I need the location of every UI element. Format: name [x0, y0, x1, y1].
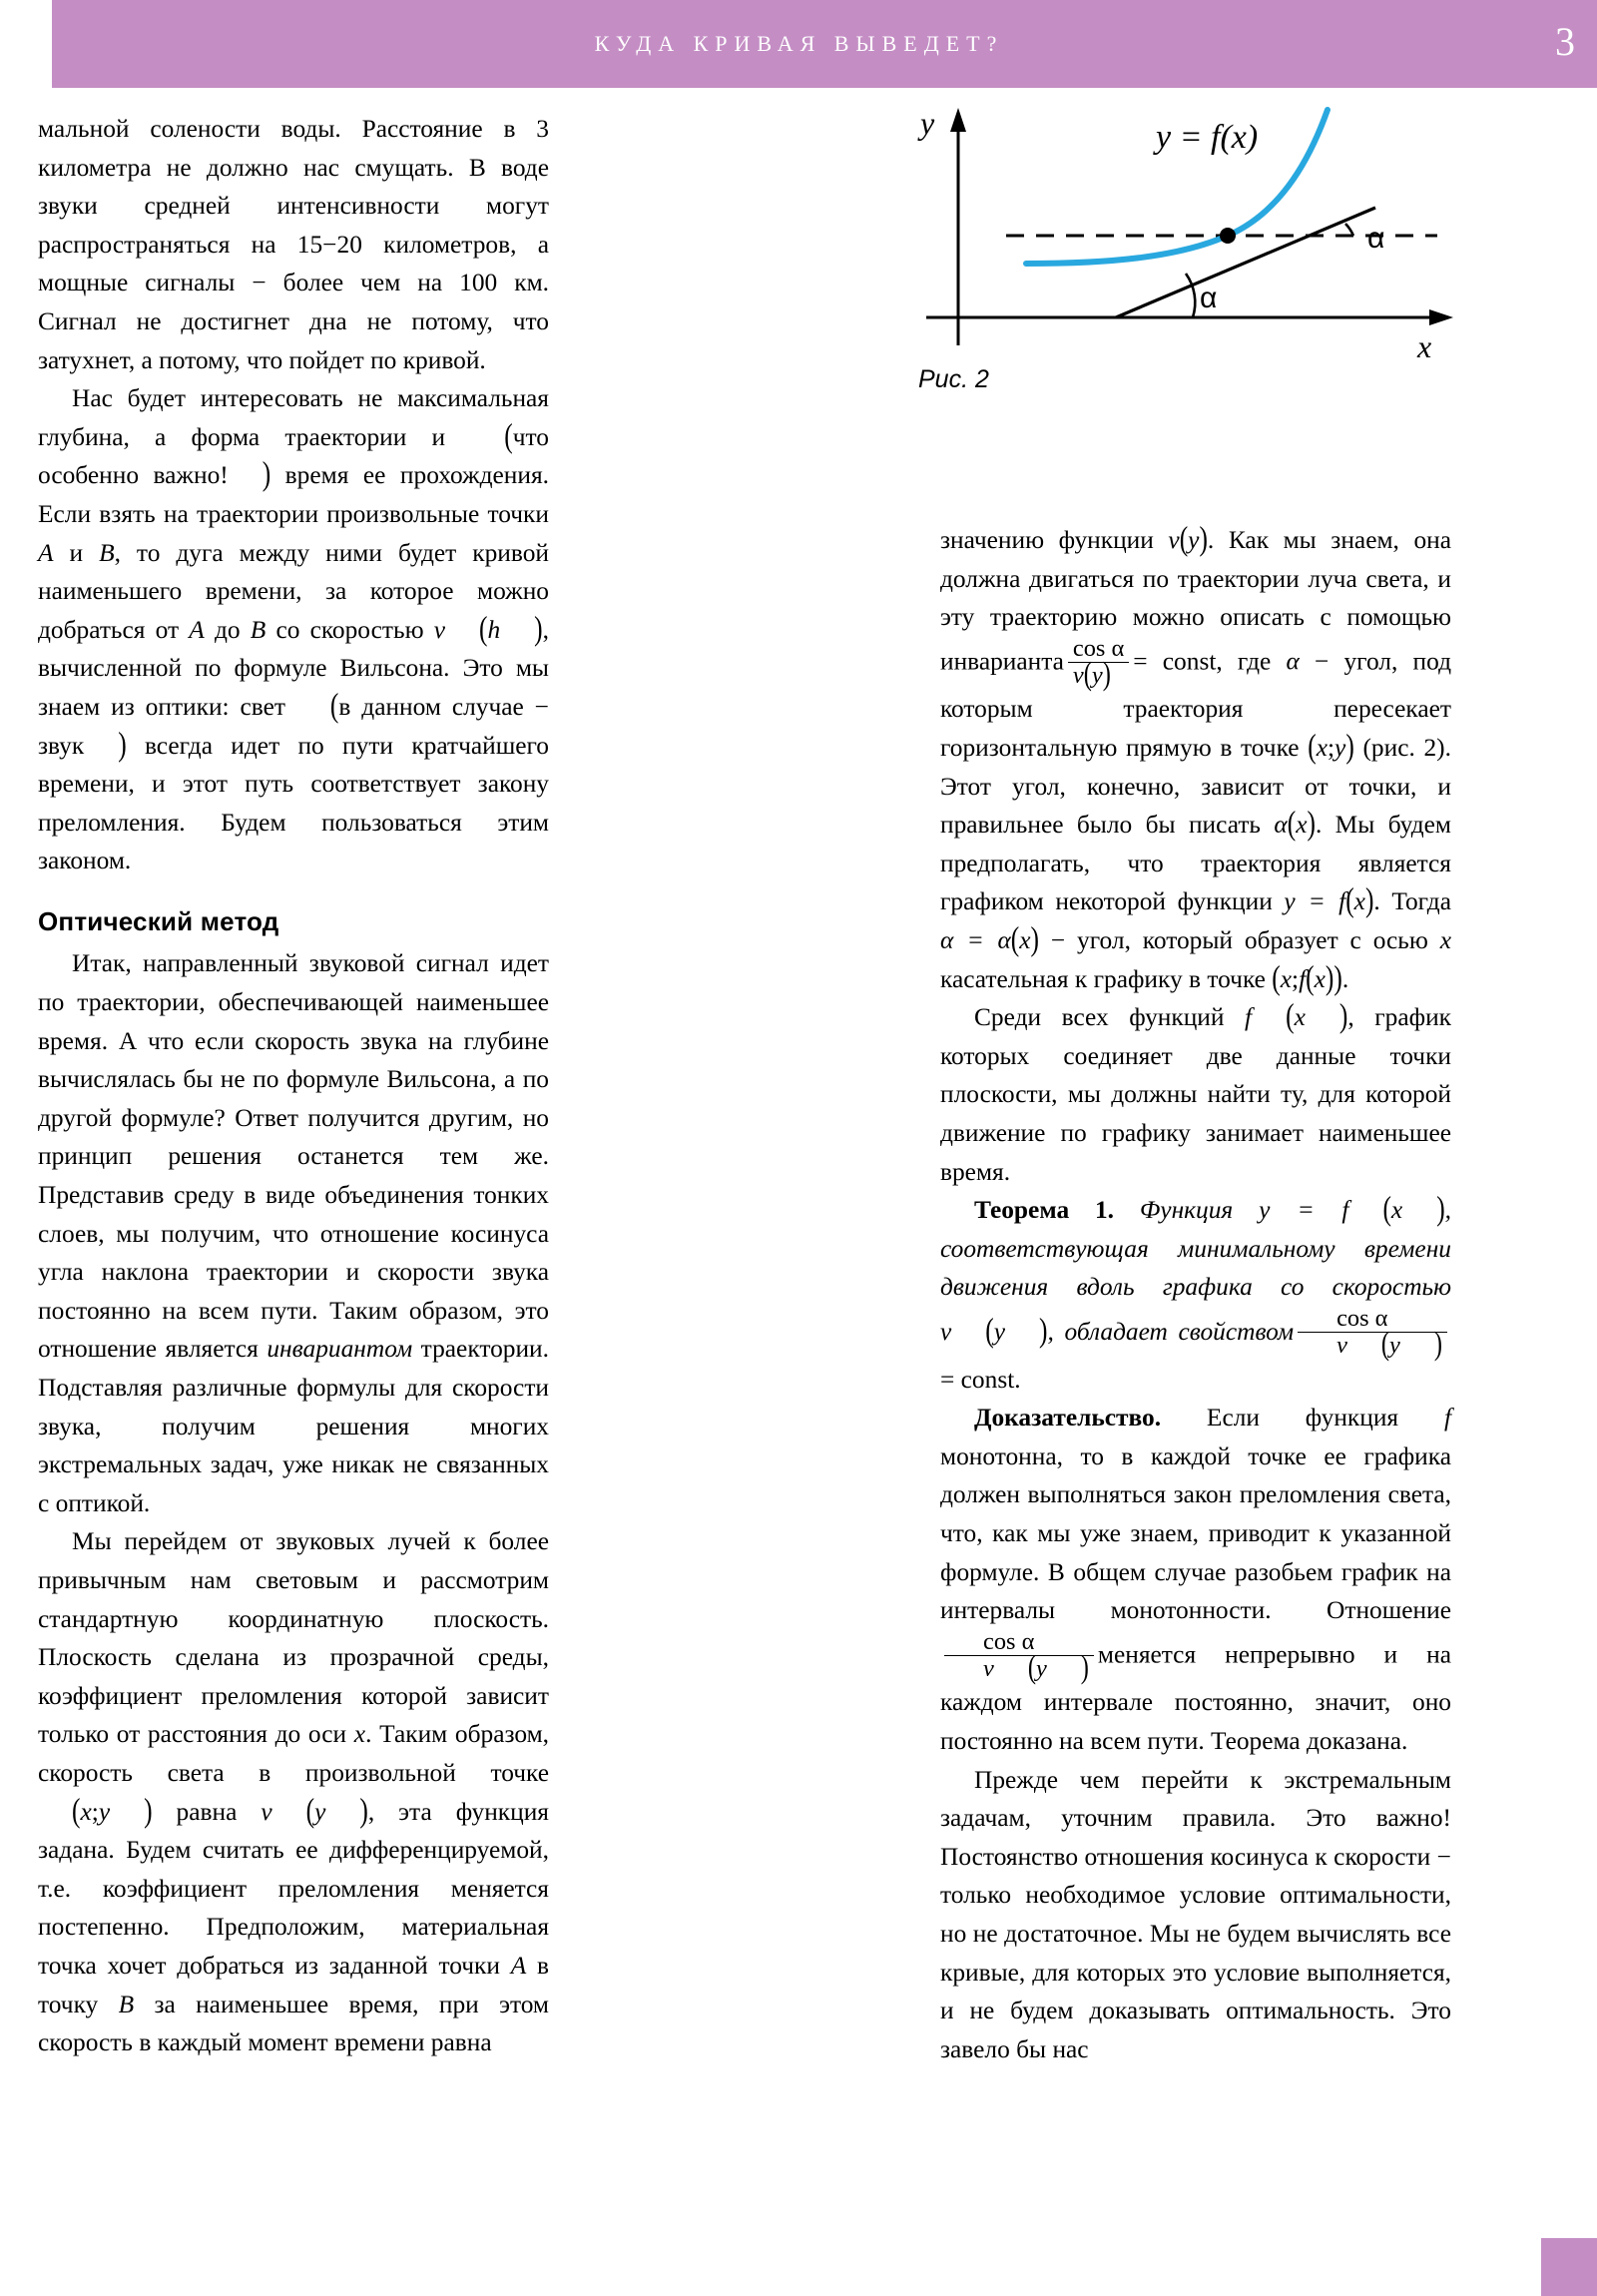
right-text-column	[940, 521, 1451, 2068]
x-axis-arrowhead	[1429, 309, 1453, 325]
symbol-point-a-3: A	[510, 1951, 527, 1980]
formula-numerator: cos α	[1072, 634, 1125, 662]
paragraph-invariant-intro: значению функции v(y). Как мы знаем, она должна двигаться по траектории луча света, и эту траекторию можно описать с помощью инварианта $\frac{\text{cos α}}{v(y)}$ = const, где α − угол, под которым траектория пересекает горизонтальную прямую в точке (x;y) (рис. 2). Этот угол, конечно, зависит от точки, и правильнее было бы писать α(x). Мы будем предполагать, что траектория является графиком некоторой функции y = f(x). Тогда α = α(x) − угол, который образует с осью x касательная к графику в точке (x;f(x)).	[940, 519, 1452, 997]
formula-numerator-3: cos α	[983, 1627, 1035, 1655]
formula-numerator-2: cos α	[1336, 1304, 1388, 1332]
figure-2-drawing	[898, 96, 1457, 375]
formula-cos-alpha-over-v-y-2	[1298, 1304, 1447, 1364]
formula-equals-const-2: = const.	[940, 1365, 1021, 1394]
angle-arc-upper	[1345, 224, 1353, 236]
angle-label-upper: α	[1367, 222, 1385, 255]
paragraph-optical-method-2: Мы перейдем от звуковых лучей к более привычным нам световым и рассмотрим стандартную координатную плоскость. Плоскость сделана из прозрачной среды, коэффициент преломления которой зависит только от расстояния до оси x. Таким образом, скорость света в произвольной точке (x;y ) равна v (y ), эта функция задана. Будем считать ее дифференцируемой, т.е. коэффициент преломления меняется постепенно. Предположим, материальная точка хочет добраться из заданной точки A в точку B за наименьшее время, при этом скорость в каждый момент времени равна	[38, 1527, 550, 2057]
symbol-point-b-2: B	[250, 615, 266, 644]
symbol-y-equals-f-x: y = f(x)	[1284, 881, 1374, 920]
figure-caption: Рис. 2	[918, 365, 989, 393]
theorem-statement: Функция y = f (x ), соответствующая минимальному времени движения вдоль графика со скоростью v (y ), обладает свойством $\frac{\text{cos α}}{v (y )}$ = const.	[940, 1190, 1452, 1394]
formula-cos-alpha-over-v-y-3	[944, 1627, 1094, 1686]
angle-arc-lower	[1186, 274, 1195, 317]
tangency-point	[1220, 228, 1236, 244]
paragraph-proof: Доказательство. Если функция f монотонна, то в каждой точке ее графика должен выполняться закон преломления света, что, как мы уже знаем, приводит к указанной формуле. В общем случае разобьем график на интервалы монотонности. Отношение $\frac{\text{cos α}}{v (y )}$ меняется непрерывно и на каждом интервале постоянно, значит, оно постоянно на всем пути. Теорема доказана.	[940, 1404, 1451, 1755]
section-heading-optical-method: Оптический метод	[38, 905, 279, 936]
running-head-title: КУДА КРИВАЯ ВЫВЕДЕТ?	[594, 31, 1004, 56]
symbol-point-b: B	[99, 538, 115, 567]
symbol-point-xy-r: (x;y)	[1308, 727, 1354, 766]
paragraph-salinity: мальной солености воды. Расстояние в 3 километра не должно нас смущать. В воде звуки средней интенсивности могут распространяться на 15−20 километров, а мощные сигналы − более чем на 100 км. Сигнал не достигнет дна не потому, что затухнет, а потому, что пойдет по кривой.	[38, 115, 549, 374]
paragraph-among-all-functions: Среди всех функций f (x ), график которых соединяет две данные точки плоскости, мы должны найти ту, для которой движение по графику занимает наименьшее время.	[940, 997, 1452, 1186]
left-text-column	[38, 110, 549, 2062]
formula-denominator-2: v (y )	[1298, 1332, 1447, 1359]
y-axis-arrowhead	[950, 108, 966, 132]
symbol-v-of-y-r1: v(y)	[1168, 519, 1208, 558]
x-axis-label: x	[1417, 328, 1432, 364]
paragraph-theorem-1	[940, 1191, 1451, 1399]
symbol-f-of-x-r: f (x )	[1245, 997, 1348, 1035]
formula-denominator: v(y)	[1068, 662, 1129, 689]
formula-equals-const-1: = const	[1133, 647, 1217, 676]
symbol-alpha-of-x: α(x)	[1274, 805, 1316, 843]
angle-label-lower: α	[1200, 282, 1218, 314]
symbol-point-b-3: B	[118, 1990, 135, 2018]
symbol-axis-x: x	[353, 1720, 366, 1749]
paragraph-trajectory: Нас будет интересовать не максимальная глубина, а форма траектории и (что особенно важно! ) время ее прохождения. Если взять на траектории произвольные точки A и B, то дуга между ними будет кривой наименьшего времени, за которое можно добраться от A до B со скоростью v (h ), вычисленной по формуле Вильсона. Это мы знаем из оптики: свет (в данном случае − звук ) всегда идет по пути кратчайшего времени, и этот путь соответствует закону преломления. Будем пользоваться этим законом.	[38, 384, 549, 875]
paragraph-before-extremal: Прежде чем перейти к экстремальным задачам, уточним правила. Это важно! Постоянство отношения косинуса к скорости − только необходимое условие оптимальности, но не достаточное. Мы не будем вычислять все кривые, для которых это условие выполняется, и не будем доказывать оптимальность. Это завело бы нас	[940, 1765, 1451, 2063]
symbol-v-of-h: v (h )	[433, 609, 543, 648]
theorem-label: Теорема 1.	[974, 1196, 1115, 1225]
curve-label: y = f(x)	[1156, 119, 1259, 156]
symbol-point-x-fx: (x;f(x))	[1272, 958, 1342, 997]
symbol-point-a-2: A	[189, 615, 205, 644]
bottom-corner-mark	[1541, 2238, 1597, 2296]
emphasis-invariant: инвариантом	[266, 1335, 413, 1364]
proof-label: Доказательство.	[974, 1404, 1162, 1433]
y-axis-label: y	[920, 105, 935, 141]
symbol-point-a: A	[38, 538, 54, 567]
symbol-point-xy: (x;y )	[72, 1791, 153, 1830]
symbol-alpha-equals-alpha-x: α = α(x)	[940, 919, 1039, 958]
figure-2	[898, 96, 1457, 435]
symbol-v-of-y: v (y )	[261, 1791, 368, 1830]
paragraph-optical-method-1: Итак, направленный звуковой сигнал идет по траектории, обеспечивающей наименьшее время. А что если скорость звука на глубине вычислялась бы не по формуле Вильсона, а по другой формуле? Ответ получится другим, но принцип решения останется тем же. Представив среду в виде объединения тонких слоев, мы получим, что отношение косинуса угла наклона траектории и скорости звука постоянно на всем пути. Таким образом, это отношение является инвариантом траектории. Подставляя различные формулы для скорости звука, получим решения многих экстремальных задач, уже никак не связанных с оптикой.	[38, 949, 549, 1517]
running-head-bar	[52, 0, 1597, 88]
formula-cos-alpha-over-v-y-1	[1068, 634, 1129, 693]
page-number: 3	[1555, 19, 1575, 64]
formula-denominator-3: v (y )	[944, 1655, 1094, 1682]
